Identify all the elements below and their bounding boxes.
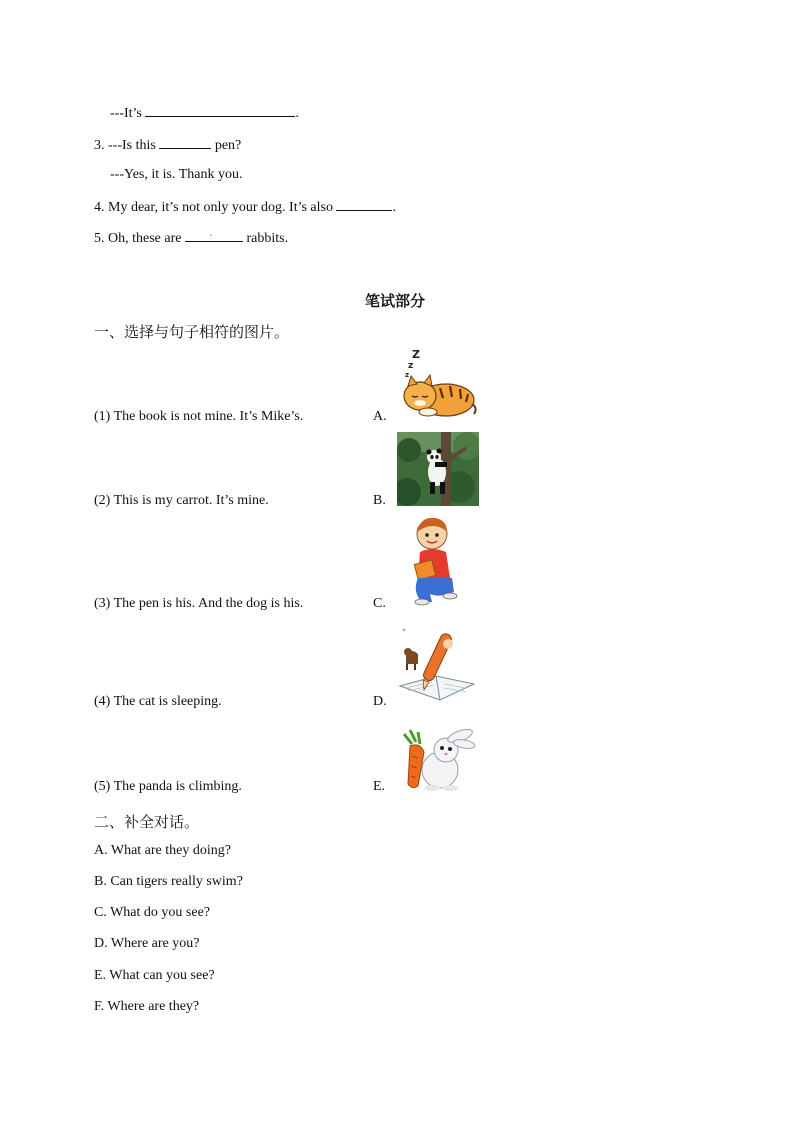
answer-suffix: . <box>295 106 299 121</box>
svg-text:z: z <box>405 371 410 379</box>
match-sentence-1: (1) The book is not mine. It’s Mike’s. <box>94 409 304 424</box>
dialogue-option-c: C. What do you see? <box>94 905 210 920</box>
boy-reading-picture <box>404 514 466 608</box>
match-sentence-4: (4) The cat is sleeping. <box>94 694 222 709</box>
svg-text:*: * <box>402 627 406 636</box>
question-4-prefix: 4. My dear, it’s not only your dog. It’s also <box>94 200 333 215</box>
dialogue-option-a: A. What are they doing? <box>94 843 231 858</box>
dialogue-option-e: E. What can you see? <box>94 968 215 983</box>
question-5-blank[interactable] <box>185 225 243 242</box>
question-4 <box>94 198 396 216</box>
pen-and-dog-picture <box>396 624 478 706</box>
written-part-title: 笔试部分 <box>365 292 426 310</box>
section-1-heading: 一、选择与句子相符的图片。 <box>94 323 290 341</box>
match-letter-c: C. <box>373 596 386 611</box>
question-2-answer-line <box>110 104 299 122</box>
question-3-blank[interactable] <box>159 136 211 149</box>
question-3-suffix: pen? <box>214 138 242 153</box>
question-5 <box>94 225 289 247</box>
question-4-blank[interactable] <box>336 198 392 211</box>
match-sentence-5: (5) The panda is climbing. <box>94 779 242 794</box>
match-letter-d: D. <box>373 694 387 709</box>
question-5-suffix: rabbits. <box>246 231 289 246</box>
blank-mark: . <box>208 225 213 240</box>
question-3 <box>94 136 241 154</box>
panda-climbing-picture <box>397 432 479 506</box>
dialogue-option-b: B. Can tigers really swim? <box>94 874 243 889</box>
match-letter-b: B. <box>373 493 386 508</box>
answer-prefix: ---It’s <box>110 106 142 121</box>
match-sentence-3: (3) The pen is his. And the dog is his. <box>94 596 304 611</box>
answer-blank[interactable] <box>145 104 295 117</box>
question-4-suffix: . <box>392 200 396 215</box>
question-3-reply: ---Yes, it is. Thank you. <box>110 167 243 182</box>
match-sentence-2: (2) This is my carrot. It’s mine. <box>94 493 269 508</box>
rabbit-carrot-picture <box>396 726 478 794</box>
question-5-prefix: 5. Oh, these are <box>94 231 182 246</box>
match-letter-a: A. <box>373 409 387 424</box>
svg-text:z: z <box>408 361 414 371</box>
zzz-text: Z <box>412 348 420 361</box>
dialogue-option-f: F. Where are they? <box>94 999 200 1014</box>
sleeping-tiger-picture <box>398 346 478 421</box>
section-2-heading: 二、补全对话。 <box>94 813 200 831</box>
dialogue-option-d: D. Where are you? <box>94 936 200 951</box>
question-3-prefix: 3. ---Is this <box>94 138 156 153</box>
match-letter-e: E. <box>373 779 386 794</box>
